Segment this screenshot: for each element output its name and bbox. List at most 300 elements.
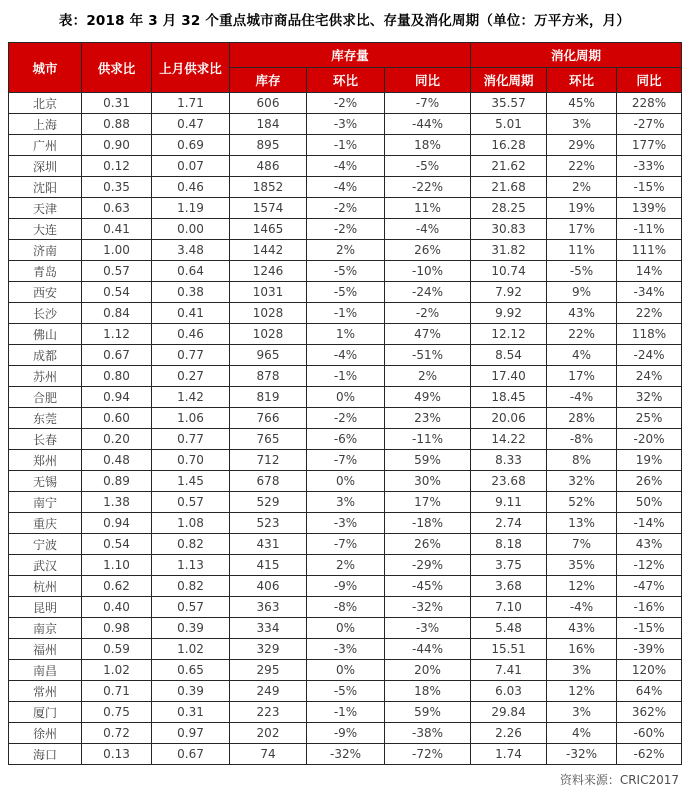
cell-inventory-yoy: -22% bbox=[385, 177, 471, 198]
cell-period-yoy: -33% bbox=[617, 156, 682, 177]
cell-inventory-mom: -5% bbox=[307, 681, 385, 702]
cell-inventory-yoy: 59% bbox=[385, 450, 471, 471]
cell-supply-demand-ratio: 0.12 bbox=[82, 156, 152, 177]
cell-city: 杭州 bbox=[9, 576, 82, 597]
cell-supply-demand-ratio: 1.38 bbox=[82, 492, 152, 513]
cell-inventory: 895 bbox=[230, 135, 307, 156]
cell-inventory-mom: 2% bbox=[307, 240, 385, 261]
cell-inventory: 431 bbox=[230, 534, 307, 555]
table-row bbox=[9, 576, 682, 597]
cell-prev-month-ratio: 0.77 bbox=[152, 345, 230, 366]
table-row bbox=[9, 261, 682, 282]
cell-period-mom: 12% bbox=[547, 681, 617, 702]
table-row bbox=[9, 429, 682, 450]
table-row bbox=[9, 534, 682, 555]
cell-period-mom: 8% bbox=[547, 450, 617, 471]
cell-prev-month-ratio: 1.06 bbox=[152, 408, 230, 429]
cell-inventory-mom: -1% bbox=[307, 303, 385, 324]
cell-city: 成都 bbox=[9, 345, 82, 366]
cell-city: 海口 bbox=[9, 744, 82, 765]
table-row bbox=[9, 156, 682, 177]
cell-period-mom: 17% bbox=[547, 366, 617, 387]
cell-city: 南宁 bbox=[9, 492, 82, 513]
cell-inventory: 1852 bbox=[230, 177, 307, 198]
cell-inventory-yoy: 2% bbox=[385, 366, 471, 387]
cell-inventory-yoy: 17% bbox=[385, 492, 471, 513]
cell-inventory: 295 bbox=[230, 660, 307, 681]
table-row bbox=[9, 114, 682, 135]
cell-prev-month-ratio: 0.82 bbox=[152, 534, 230, 555]
cell-prev-month-ratio: 1.45 bbox=[152, 471, 230, 492]
cell-inventory-yoy: -2% bbox=[385, 303, 471, 324]
cell-inventory-yoy: 18% bbox=[385, 135, 471, 156]
cell-digestion-period: 8.54 bbox=[471, 345, 547, 366]
cell-supply-demand-ratio: 0.54 bbox=[82, 534, 152, 555]
cell-supply-demand-ratio: 0.62 bbox=[82, 576, 152, 597]
cell-period-mom: -8% bbox=[547, 429, 617, 450]
table-row bbox=[9, 744, 682, 765]
cell-inventory: 74 bbox=[230, 744, 307, 765]
table-row bbox=[9, 597, 682, 618]
cell-inventory: 965 bbox=[230, 345, 307, 366]
cell-inventory: 712 bbox=[230, 450, 307, 471]
cell-digestion-period: 35.57 bbox=[471, 93, 547, 114]
cell-supply-demand-ratio: 0.60 bbox=[82, 408, 152, 429]
cell-inventory-yoy: 23% bbox=[385, 408, 471, 429]
cell-inventory-mom: -2% bbox=[307, 219, 385, 240]
cell-prev-month-ratio: 0.69 bbox=[152, 135, 230, 156]
cell-supply-demand-ratio: 0.84 bbox=[82, 303, 152, 324]
cell-inventory: 184 bbox=[230, 114, 307, 135]
cell-period-yoy: -27% bbox=[617, 114, 682, 135]
cell-inventory-mom: -2% bbox=[307, 408, 385, 429]
cell-inventory-yoy: 47% bbox=[385, 324, 471, 345]
cell-period-mom: 9% bbox=[547, 282, 617, 303]
table-row bbox=[9, 135, 682, 156]
cell-supply-demand-ratio: 0.88 bbox=[82, 114, 152, 135]
cell-digestion-period: 9.11 bbox=[471, 492, 547, 513]
sub-header-inventory: 库存 bbox=[230, 68, 307, 93]
cell-inventory-yoy: -45% bbox=[385, 576, 471, 597]
cell-digestion-period: 9.92 bbox=[471, 303, 547, 324]
cell-period-yoy: -20% bbox=[617, 429, 682, 450]
cell-inventory-mom: -9% bbox=[307, 576, 385, 597]
cell-prev-month-ratio: 0.77 bbox=[152, 429, 230, 450]
table-row bbox=[9, 555, 682, 576]
cell-city: 郑州 bbox=[9, 450, 82, 471]
cell-city: 南京 bbox=[9, 618, 82, 639]
cell-period-mom: 3% bbox=[547, 702, 617, 723]
cell-city: 长沙 bbox=[9, 303, 82, 324]
cell-supply-demand-ratio: 1.02 bbox=[82, 660, 152, 681]
cell-supply-demand-ratio: 0.20 bbox=[82, 429, 152, 450]
cell-digestion-period: 21.62 bbox=[471, 156, 547, 177]
cell-inventory: 1031 bbox=[230, 282, 307, 303]
cell-inventory-mom: 0% bbox=[307, 660, 385, 681]
cell-city: 北京 bbox=[9, 93, 82, 114]
table-row bbox=[9, 513, 682, 534]
cell-period-mom: 22% bbox=[547, 156, 617, 177]
table-body bbox=[9, 93, 682, 765]
cell-inventory-yoy: 30% bbox=[385, 471, 471, 492]
cell-inventory: 1028 bbox=[230, 303, 307, 324]
cell-inventory-mom: -32% bbox=[307, 744, 385, 765]
cell-prev-month-ratio: 0.57 bbox=[152, 492, 230, 513]
sub-header-period-yoy: 同比 bbox=[617, 68, 682, 93]
cell-period-yoy: 118% bbox=[617, 324, 682, 345]
table-row bbox=[9, 618, 682, 639]
cell-city: 佛山 bbox=[9, 324, 82, 345]
data-source: 资料来源：CRIC2017 bbox=[559, 773, 679, 787]
cell-inventory-yoy: -18% bbox=[385, 513, 471, 534]
cell-inventory-yoy: 49% bbox=[385, 387, 471, 408]
cell-inventory-mom: -5% bbox=[307, 261, 385, 282]
cell-digestion-period: 3.75 bbox=[471, 555, 547, 576]
cell-digestion-period: 12.12 bbox=[471, 324, 547, 345]
cell-inventory-yoy: -44% bbox=[385, 639, 471, 660]
table-row bbox=[9, 681, 682, 702]
cell-digestion-period: 7.10 bbox=[471, 597, 547, 618]
cell-period-mom: 2% bbox=[547, 177, 617, 198]
cell-prev-month-ratio: 0.00 bbox=[152, 219, 230, 240]
cell-digestion-period: 7.92 bbox=[471, 282, 547, 303]
cell-period-yoy: 120% bbox=[617, 660, 682, 681]
cell-prev-month-ratio: 0.46 bbox=[152, 177, 230, 198]
cell-digestion-period: 7.41 bbox=[471, 660, 547, 681]
cell-digestion-period: 3.68 bbox=[471, 576, 547, 597]
cell-supply-demand-ratio: 0.54 bbox=[82, 282, 152, 303]
cell-city: 青岛 bbox=[9, 261, 82, 282]
sub-header-digestion-period: 消化周期 bbox=[471, 68, 547, 93]
cell-digestion-period: 8.18 bbox=[471, 534, 547, 555]
page-title: 表：2018 年 3 月 32 个重点城市商品住宅供求比、存量及消化周期（单位：万平方米，月） bbox=[58, 13, 631, 29]
cell-inventory-mom: -1% bbox=[307, 135, 385, 156]
cell-inventory: 486 bbox=[230, 156, 307, 177]
cell-inventory-mom: 3% bbox=[307, 492, 385, 513]
cell-city: 合肥 bbox=[9, 387, 82, 408]
cell-city: 深圳 bbox=[9, 156, 82, 177]
cell-inventory-mom: -8% bbox=[307, 597, 385, 618]
cell-supply-demand-ratio: 0.13 bbox=[82, 744, 152, 765]
cell-inventory: 249 bbox=[230, 681, 307, 702]
cell-inventory: 523 bbox=[230, 513, 307, 534]
cell-city: 常州 bbox=[9, 681, 82, 702]
cell-digestion-period: 5.01 bbox=[471, 114, 547, 135]
table-row bbox=[9, 219, 682, 240]
cell-inventory-mom: -1% bbox=[307, 702, 385, 723]
cell-supply-demand-ratio: 0.72 bbox=[82, 723, 152, 744]
cell-inventory: 223 bbox=[230, 702, 307, 723]
cell-supply-demand-ratio: 0.75 bbox=[82, 702, 152, 723]
cell-prev-month-ratio: 0.31 bbox=[152, 702, 230, 723]
cell-prev-month-ratio: 0.65 bbox=[152, 660, 230, 681]
cell-inventory-yoy: -3% bbox=[385, 618, 471, 639]
table-row bbox=[9, 198, 682, 219]
cell-period-yoy: -47% bbox=[617, 576, 682, 597]
cell-supply-demand-ratio: 1.10 bbox=[82, 555, 152, 576]
sub-header-inventory-yoy: 同比 bbox=[385, 68, 471, 93]
cell-inventory: 415 bbox=[230, 555, 307, 576]
cell-prev-month-ratio: 0.07 bbox=[152, 156, 230, 177]
cell-period-mom: 4% bbox=[547, 723, 617, 744]
cell-period-yoy: -34% bbox=[617, 282, 682, 303]
cell-inventory-yoy: -4% bbox=[385, 219, 471, 240]
cell-city: 福州 bbox=[9, 639, 82, 660]
cell-inventory-yoy: -5% bbox=[385, 156, 471, 177]
cell-city: 上海 bbox=[9, 114, 82, 135]
cell-city: 徐州 bbox=[9, 723, 82, 744]
cell-period-yoy: -12% bbox=[617, 555, 682, 576]
group-header-inventory: 库存量 bbox=[230, 43, 471, 68]
table-header bbox=[9, 43, 682, 93]
cell-period-mom: 19% bbox=[547, 198, 617, 219]
cell-prev-month-ratio: 0.47 bbox=[152, 114, 230, 135]
cell-digestion-period: 8.33 bbox=[471, 450, 547, 471]
table-row bbox=[9, 723, 682, 744]
cell-digestion-period: 29.84 bbox=[471, 702, 547, 723]
cell-prev-month-ratio: 0.67 bbox=[152, 744, 230, 765]
cell-inventory-mom: -6% bbox=[307, 429, 385, 450]
cell-supply-demand-ratio: 0.71 bbox=[82, 681, 152, 702]
cell-inventory-mom: 1% bbox=[307, 324, 385, 345]
table-row bbox=[9, 702, 682, 723]
cell-period-yoy: 64% bbox=[617, 681, 682, 702]
cell-period-mom: -4% bbox=[547, 597, 617, 618]
cell-prev-month-ratio: 0.46 bbox=[152, 324, 230, 345]
cell-inventory-yoy: -10% bbox=[385, 261, 471, 282]
cell-digestion-period: 20.06 bbox=[471, 408, 547, 429]
cell-period-yoy: 139% bbox=[617, 198, 682, 219]
table-row bbox=[9, 324, 682, 345]
cell-prev-month-ratio: 3.48 bbox=[152, 240, 230, 261]
cell-period-yoy: -16% bbox=[617, 597, 682, 618]
cell-inventory-mom: -7% bbox=[307, 450, 385, 471]
cell-inventory: 819 bbox=[230, 387, 307, 408]
cell-city: 济南 bbox=[9, 240, 82, 261]
cell-period-yoy: -60% bbox=[617, 723, 682, 744]
table-row bbox=[9, 282, 682, 303]
cell-inventory: 1574 bbox=[230, 198, 307, 219]
cell-prev-month-ratio: 0.39 bbox=[152, 681, 230, 702]
cell-inventory-yoy: -24% bbox=[385, 282, 471, 303]
cell-city: 宁波 bbox=[9, 534, 82, 555]
cell-city: 广州 bbox=[9, 135, 82, 156]
cell-inventory: 329 bbox=[230, 639, 307, 660]
cell-prev-month-ratio: 0.39 bbox=[152, 618, 230, 639]
cell-inventory-yoy: 11% bbox=[385, 198, 471, 219]
cell-period-mom: 3% bbox=[547, 660, 617, 681]
cell-supply-demand-ratio: 0.40 bbox=[82, 597, 152, 618]
cell-period-mom: -4% bbox=[547, 387, 617, 408]
cell-period-yoy: 32% bbox=[617, 387, 682, 408]
cell-inventory: 678 bbox=[230, 471, 307, 492]
cell-inventory-mom: -1% bbox=[307, 366, 385, 387]
cell-period-mom: 43% bbox=[547, 303, 617, 324]
cell-period-yoy: -62% bbox=[617, 744, 682, 765]
cell-city: 苏州 bbox=[9, 366, 82, 387]
cell-inventory-yoy: -72% bbox=[385, 744, 471, 765]
cell-city: 武汉 bbox=[9, 555, 82, 576]
cell-inventory-mom: -3% bbox=[307, 114, 385, 135]
cell-city: 昆明 bbox=[9, 597, 82, 618]
cell-prev-month-ratio: 0.97 bbox=[152, 723, 230, 744]
cell-digestion-period: 30.83 bbox=[471, 219, 547, 240]
cell-period-mom: -5% bbox=[547, 261, 617, 282]
cell-inventory-yoy: -11% bbox=[385, 429, 471, 450]
cell-supply-demand-ratio: 0.35 bbox=[82, 177, 152, 198]
cell-prev-month-ratio: 1.42 bbox=[152, 387, 230, 408]
table-row bbox=[9, 240, 682, 261]
table-row bbox=[9, 345, 682, 366]
cell-period-yoy: -15% bbox=[617, 177, 682, 198]
cell-inventory-mom: -4% bbox=[307, 156, 385, 177]
table-row bbox=[9, 639, 682, 660]
cell-prev-month-ratio: 0.64 bbox=[152, 261, 230, 282]
cell-period-yoy: 14% bbox=[617, 261, 682, 282]
cell-inventory: 202 bbox=[230, 723, 307, 744]
col-header-prev-month-ratio: 上月供求比 bbox=[152, 43, 230, 93]
col-header-supply-demand-ratio: 供求比 bbox=[82, 43, 152, 93]
cell-inventory-mom: -9% bbox=[307, 723, 385, 744]
cell-city: 长春 bbox=[9, 429, 82, 450]
cell-period-mom: 52% bbox=[547, 492, 617, 513]
cell-prev-month-ratio: 0.57 bbox=[152, 597, 230, 618]
cell-inventory-yoy: 26% bbox=[385, 534, 471, 555]
sub-header-period-mom: 环比 bbox=[547, 68, 617, 93]
cell-inventory-mom: -7% bbox=[307, 534, 385, 555]
cell-inventory-mom: -3% bbox=[307, 513, 385, 534]
cell-period-mom: 12% bbox=[547, 576, 617, 597]
cell-period-yoy: -39% bbox=[617, 639, 682, 660]
cell-prev-month-ratio: 1.02 bbox=[152, 639, 230, 660]
cell-period-mom: 32% bbox=[547, 471, 617, 492]
cell-inventory-mom: 0% bbox=[307, 471, 385, 492]
cell-inventory-mom: 0% bbox=[307, 618, 385, 639]
cell-period-yoy: 111% bbox=[617, 240, 682, 261]
table-row bbox=[9, 408, 682, 429]
cell-inventory: 1246 bbox=[230, 261, 307, 282]
cell-inventory-yoy: -7% bbox=[385, 93, 471, 114]
cell-inventory: 766 bbox=[230, 408, 307, 429]
cell-city: 无锡 bbox=[9, 471, 82, 492]
table-row bbox=[9, 366, 682, 387]
cell-inventory: 878 bbox=[230, 366, 307, 387]
cell-period-mom: 16% bbox=[547, 639, 617, 660]
cell-period-yoy: -24% bbox=[617, 345, 682, 366]
cell-period-yoy: 362% bbox=[617, 702, 682, 723]
table-row bbox=[9, 303, 682, 324]
cell-period-mom: 17% bbox=[547, 219, 617, 240]
cell-inventory-mom: -3% bbox=[307, 639, 385, 660]
cell-inventory-mom: -5% bbox=[307, 282, 385, 303]
cell-period-yoy: 25% bbox=[617, 408, 682, 429]
cell-period-mom: 13% bbox=[547, 513, 617, 534]
table-row bbox=[9, 177, 682, 198]
cell-period-yoy: 22% bbox=[617, 303, 682, 324]
cell-inventory: 1442 bbox=[230, 240, 307, 261]
cell-digestion-period: 5.48 bbox=[471, 618, 547, 639]
cell-period-mom: 43% bbox=[547, 618, 617, 639]
table-row bbox=[9, 471, 682, 492]
cell-city: 厦门 bbox=[9, 702, 82, 723]
cell-supply-demand-ratio: 0.59 bbox=[82, 639, 152, 660]
cell-inventory-yoy: 20% bbox=[385, 660, 471, 681]
cell-period-yoy: 19% bbox=[617, 450, 682, 471]
cell-period-yoy: 228% bbox=[617, 93, 682, 114]
cell-prev-month-ratio: 1.19 bbox=[152, 198, 230, 219]
cell-inventory: 1028 bbox=[230, 324, 307, 345]
cell-inventory-yoy: 26% bbox=[385, 240, 471, 261]
cell-inventory: 765 bbox=[230, 429, 307, 450]
cell-inventory-mom: 2% bbox=[307, 555, 385, 576]
cell-digestion-period: 23.68 bbox=[471, 471, 547, 492]
cell-supply-demand-ratio: 0.31 bbox=[82, 93, 152, 114]
cell-supply-demand-ratio: 0.67 bbox=[82, 345, 152, 366]
cell-digestion-period: 17.40 bbox=[471, 366, 547, 387]
cell-supply-demand-ratio: 1.00 bbox=[82, 240, 152, 261]
cell-prev-month-ratio: 1.13 bbox=[152, 555, 230, 576]
cell-digestion-period: 2.26 bbox=[471, 723, 547, 744]
cell-period-mom: 11% bbox=[547, 240, 617, 261]
cell-inventory-mom: -4% bbox=[307, 345, 385, 366]
cell-period-mom: 7% bbox=[547, 534, 617, 555]
cell-city: 西安 bbox=[9, 282, 82, 303]
cell-supply-demand-ratio: 0.94 bbox=[82, 387, 152, 408]
cell-inventory-mom: -2% bbox=[307, 93, 385, 114]
cell-period-yoy: 43% bbox=[617, 534, 682, 555]
cell-digestion-period: 16.28 bbox=[471, 135, 547, 156]
cell-period-mom: 29% bbox=[547, 135, 617, 156]
cell-inventory-mom: 0% bbox=[307, 387, 385, 408]
cell-inventory-mom: -4% bbox=[307, 177, 385, 198]
cell-city: 重庆 bbox=[9, 513, 82, 534]
cell-period-mom: -32% bbox=[547, 744, 617, 765]
cell-digestion-period: 18.45 bbox=[471, 387, 547, 408]
cell-inventory: 334 bbox=[230, 618, 307, 639]
cell-supply-demand-ratio: 0.63 bbox=[82, 198, 152, 219]
cell-digestion-period: 2.74 bbox=[471, 513, 547, 534]
cell-city: 沈阳 bbox=[9, 177, 82, 198]
cell-period-yoy: 24% bbox=[617, 366, 682, 387]
cell-supply-demand-ratio: 0.90 bbox=[82, 135, 152, 156]
cell-digestion-period: 6.03 bbox=[471, 681, 547, 702]
cell-city: 南昌 bbox=[9, 660, 82, 681]
cell-prev-month-ratio: 0.38 bbox=[152, 282, 230, 303]
cell-supply-demand-ratio: 0.57 bbox=[82, 261, 152, 282]
cell-period-mom: 35% bbox=[547, 555, 617, 576]
table-row bbox=[9, 660, 682, 681]
cell-period-mom: 4% bbox=[547, 345, 617, 366]
cell-inventory-yoy: -44% bbox=[385, 114, 471, 135]
cell-period-yoy: -11% bbox=[617, 219, 682, 240]
cell-period-yoy: 50% bbox=[617, 492, 682, 513]
cell-digestion-period: 14.22 bbox=[471, 429, 547, 450]
cell-period-mom: 28% bbox=[547, 408, 617, 429]
cell-period-mom: 22% bbox=[547, 324, 617, 345]
cell-digestion-period: 1.74 bbox=[471, 744, 547, 765]
cell-inventory-yoy: 59% bbox=[385, 702, 471, 723]
cell-prev-month-ratio: 0.41 bbox=[152, 303, 230, 324]
cell-period-yoy: 177% bbox=[617, 135, 682, 156]
cell-inventory: 606 bbox=[230, 93, 307, 114]
cell-supply-demand-ratio: 0.80 bbox=[82, 366, 152, 387]
cell-city: 大连 bbox=[9, 219, 82, 240]
cell-supply-demand-ratio: 0.41 bbox=[82, 219, 152, 240]
cell-digestion-period: 15.51 bbox=[471, 639, 547, 660]
cell-digestion-period: 21.68 bbox=[471, 177, 547, 198]
cell-supply-demand-ratio: 0.98 bbox=[82, 618, 152, 639]
cell-period-yoy: -15% bbox=[617, 618, 682, 639]
